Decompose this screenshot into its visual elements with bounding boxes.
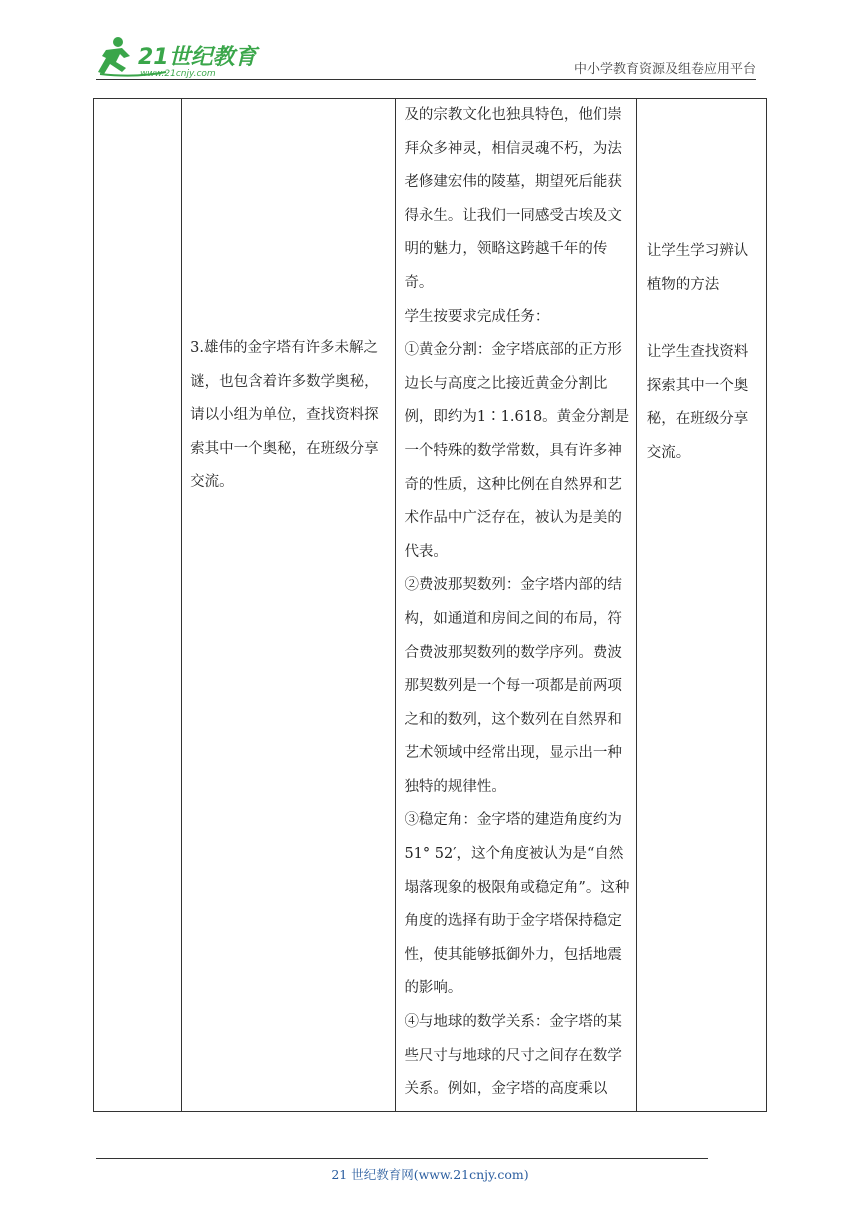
logo-text: 21世纪教育 bbox=[138, 45, 257, 70]
cell-student-activity bbox=[396, 99, 636, 1112]
cell-design-intent bbox=[636, 99, 766, 1112]
student-para-task: 学生按要求完成任务： bbox=[404, 308, 550, 325]
student-para-golden: ①黄金分割：金字塔底部的正方形边长与高度之比接近黄金分割比例，即约为1∶1.618。黄金分割是一个特殊的数学常数，具有许多神奇的性质，这种比例在自然界和艺术作品中广泛存在，被认为是美的代表。 bbox=[404, 342, 630, 560]
logo-url: www.21cnjy.com bbox=[140, 69, 216, 79]
platform-title: 中小学教育资源及组卷应用平台 bbox=[573, 62, 756, 77]
intent-text-b: 让学生查找资料探索其中一个奥秘，在班级分享交流。 bbox=[646, 344, 749, 461]
lesson-table bbox=[93, 98, 767, 1112]
table-row bbox=[94, 99, 767, 1112]
site-logo bbox=[96, 34, 266, 80]
cell-teacher-activity bbox=[182, 99, 396, 1112]
student-para-fibonacci: ②费波那契数列：金字塔内部的结构，如通道和房间之间的布局，符合费波那契数列的数学序列。费波那契数列是一个每一项都是前两项之和的数列，这个数列在自然界和艺术领域中经常出现，显示出一种独特的规律性。 bbox=[404, 577, 622, 795]
footer-text: 21 世纪教育网(www.21cnjy.com) bbox=[331, 1167, 529, 1182]
cell-stage bbox=[94, 99, 182, 1112]
header-divider bbox=[96, 79, 756, 80]
logo-runner-icon bbox=[96, 34, 266, 80]
student-para-angle: ③稳定角：金字塔的建造角度约为51° 52′，这个角度被认为是“自然塌落现象的极限角或稳定角”。这种角度的选择有助于金字塔保持稳定性，使其能够抵御外力，包括地震的影响。 bbox=[404, 812, 630, 997]
student-para-earth: ④与地球的数学关系：金字塔的某些尺寸与地球的尺寸之间存在数学关系。例如，金字塔的高度乘以 bbox=[404, 1014, 622, 1098]
intent-text-a: 让学生学习辨认植物的方法 bbox=[646, 243, 749, 293]
teacher-task-text: 3.雄伟的金字塔有许多未解之谜，也包含着许多数学奥秘，请以小组为单位，查找资料探索其中一个奥秘，在班级分享交流。 bbox=[190, 340, 379, 491]
footer-divider bbox=[96, 1158, 708, 1159]
student-para-intro: 及的宗教文化也独具特色，他们崇拜众多神灵，相信灵魂不朽，为法老修建宏伟的陵墓，期望死后能获得永生。让我们一同感受古埃及文明的魅力，领略这跨越千年的传奇。 bbox=[404, 107, 622, 291]
